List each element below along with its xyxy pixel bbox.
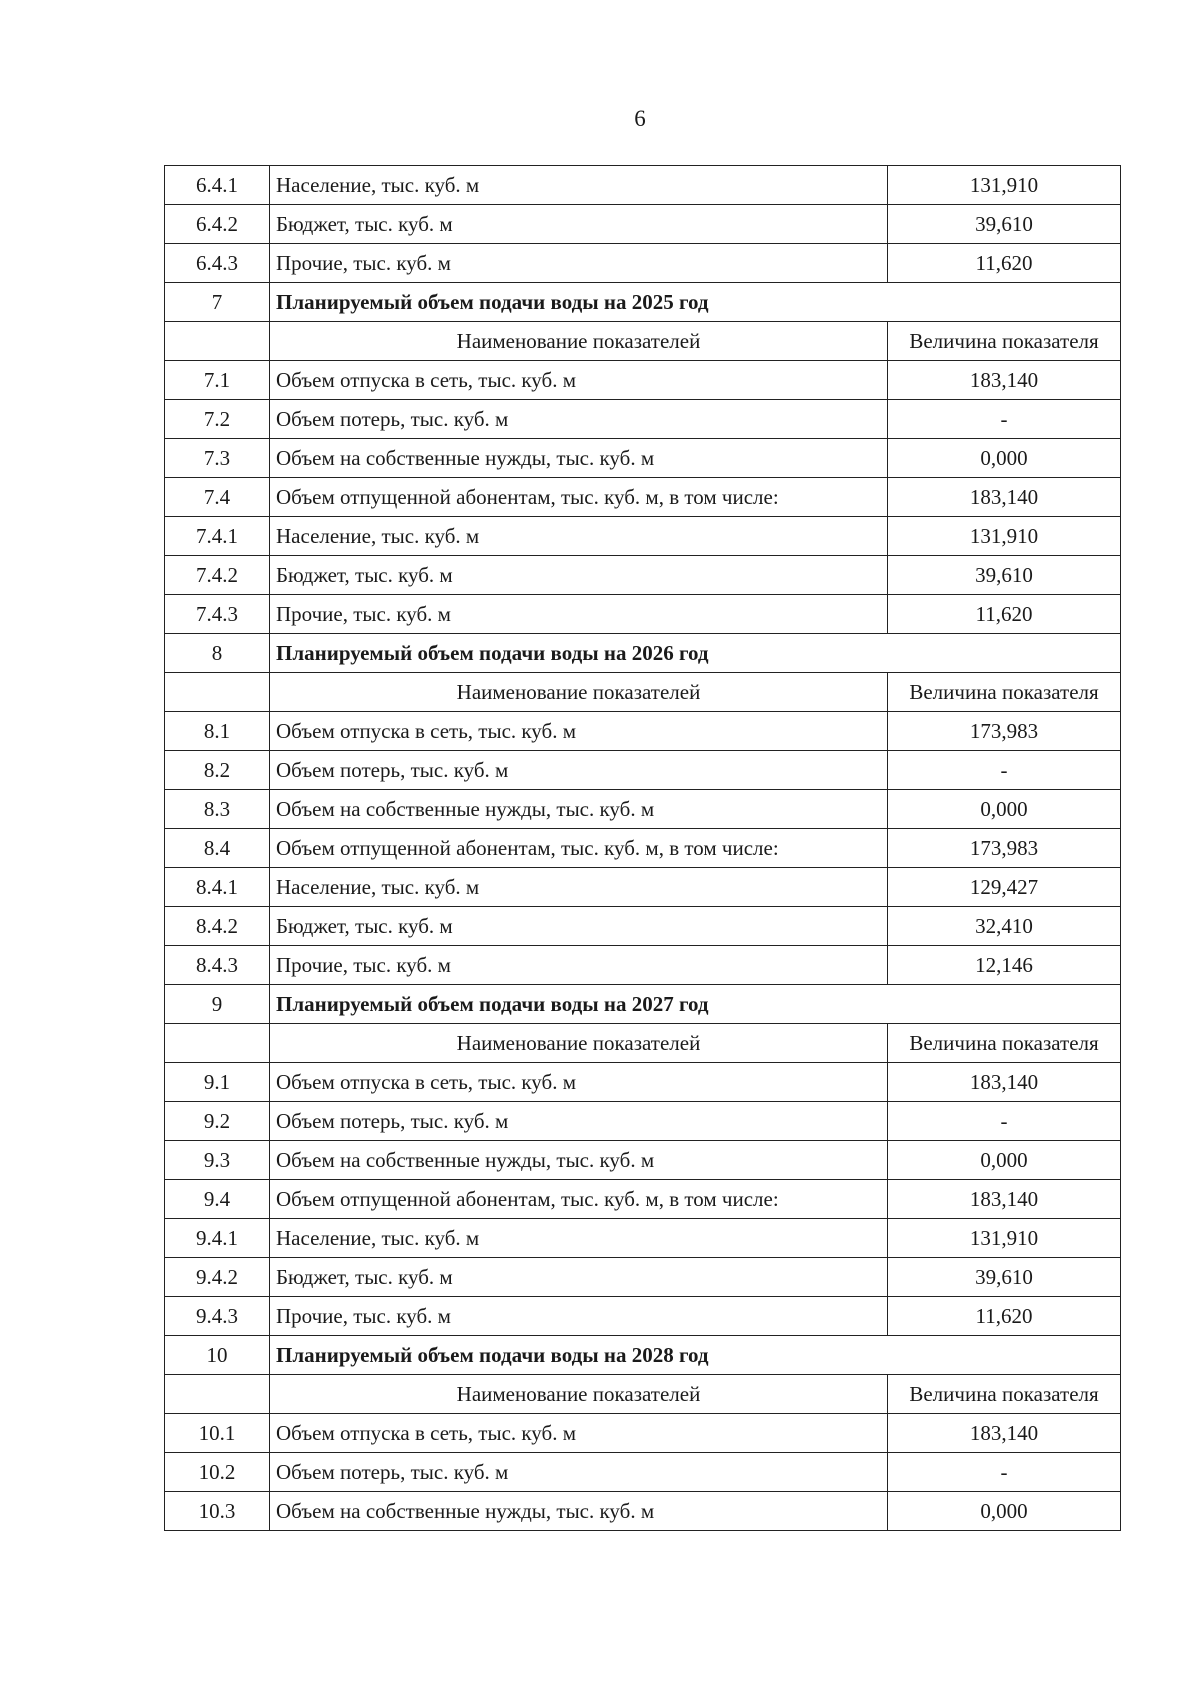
- indicator-name: Население, тыс. куб. м: [270, 166, 888, 205]
- table-row: [165, 361, 1121, 400]
- column-header-value: Величина показателя: [888, 1024, 1121, 1063]
- indicator-value: 0,000: [888, 1492, 1121, 1531]
- indicator-name: Прочие, тыс. куб. м: [270, 946, 888, 985]
- row-number: 10.2: [165, 1453, 270, 1492]
- row-number: 7.3: [165, 439, 270, 478]
- indicator-value: 11,620: [888, 1297, 1121, 1336]
- table-row: [165, 790, 1121, 829]
- row-number: 9.4.2: [165, 1258, 270, 1297]
- indicator-name: Бюджет, тыс. куб. м: [270, 556, 888, 595]
- indicator-name: Объем потерь, тыс. куб. м: [270, 751, 888, 790]
- header-empty-cell: [165, 1024, 270, 1063]
- table-row: [165, 166, 1121, 205]
- indicator-name: Объем отпущенной абонентам, тыс. куб. м, в том числе:: [270, 1180, 888, 1219]
- indicator-name: Объем отпуска в сеть, тыс. куб. м: [270, 1063, 888, 1102]
- column-header-name: Наименование показателей: [270, 673, 888, 712]
- indicator-name: Население, тыс. куб. м: [270, 1219, 888, 1258]
- row-number: 7.4: [165, 478, 270, 517]
- indicator-name: Прочие, тыс. куб. м: [270, 1297, 888, 1336]
- row-number: 7.4.3: [165, 595, 270, 634]
- indicator-name: Объем отпуска в сеть, тыс. куб. м: [270, 1414, 888, 1453]
- section-number: 8: [165, 634, 270, 673]
- row-number: 9.4: [165, 1180, 270, 1219]
- indicator-value: 39,610: [888, 1258, 1121, 1297]
- column-header-value: Величина показателя: [888, 322, 1121, 361]
- table-row: [165, 1180, 1121, 1219]
- indicator-value: 12,146: [888, 946, 1121, 985]
- row-number: 7.4.2: [165, 556, 270, 595]
- table-row: [165, 1102, 1121, 1141]
- table-body: [165, 166, 1121, 1531]
- section-title: Планируемый объем подачи воды на 2027 год: [270, 985, 1121, 1024]
- header-empty-cell: [165, 1375, 270, 1414]
- indicator-name: Население, тыс. куб. м: [270, 517, 888, 556]
- column-header-name: Наименование показателей: [270, 322, 888, 361]
- indicator-value: 0,000: [888, 439, 1121, 478]
- section-number: 7: [165, 283, 270, 322]
- indicator-value: 39,610: [888, 556, 1121, 595]
- indicator-value: 183,140: [888, 1414, 1121, 1453]
- table-row: [165, 1141, 1121, 1180]
- indicator-value: 131,910: [888, 517, 1121, 556]
- indicator-value: 11,620: [888, 595, 1121, 634]
- row-number: 8.4.2: [165, 907, 270, 946]
- table-row: [165, 400, 1121, 439]
- column-header-row: [165, 1375, 1121, 1414]
- indicator-name: Объем отпуска в сеть, тыс. куб. м: [270, 361, 888, 400]
- section-title: Планируемый объем подачи воды на 2028 год: [270, 1336, 1121, 1375]
- table-row: [165, 1258, 1121, 1297]
- indicator-value: 0,000: [888, 790, 1121, 829]
- row-number: 10.3: [165, 1492, 270, 1531]
- table-row: [165, 1453, 1121, 1492]
- row-number: 8.3: [165, 790, 270, 829]
- table-row: [165, 946, 1121, 985]
- section-row: [165, 1336, 1121, 1375]
- row-number: 6.4.3: [165, 244, 270, 283]
- row-number: 8.2: [165, 751, 270, 790]
- indicator-value: 183,140: [888, 478, 1121, 517]
- row-number: 9.4.3: [165, 1297, 270, 1336]
- section-title: Планируемый объем подачи воды на 2025 год: [270, 283, 1121, 322]
- column-header-value: Величина показателя: [888, 1375, 1121, 1414]
- indicator-value: 183,140: [888, 1063, 1121, 1102]
- section-row: [165, 985, 1121, 1024]
- row-number: 9.1: [165, 1063, 270, 1102]
- table-row: [165, 439, 1121, 478]
- table-row: [165, 595, 1121, 634]
- indicator-name: Объем на собственные нужды, тыс. куб. м: [270, 1492, 888, 1531]
- table-row: [165, 1492, 1121, 1531]
- column-header-row: [165, 673, 1121, 712]
- indicator-value: 173,983: [888, 829, 1121, 868]
- row-number: 9.4.1: [165, 1219, 270, 1258]
- section-row: [165, 634, 1121, 673]
- indicator-value: 131,910: [888, 1219, 1121, 1258]
- row-number: 6.4.1: [165, 166, 270, 205]
- indicator-name: Объем отпущенной абонентам, тыс. куб. м, в том числе:: [270, 829, 888, 868]
- section-number: 9: [165, 985, 270, 1024]
- row-number: 8.4.1: [165, 868, 270, 907]
- indicator-name: Объем на собственные нужды, тыс. куб. м: [270, 790, 888, 829]
- row-number: 9.3: [165, 1141, 270, 1180]
- table-row: [165, 517, 1121, 556]
- indicator-name: Бюджет, тыс. куб. м: [270, 205, 888, 244]
- indicator-name: Прочие, тыс. куб. м: [270, 244, 888, 283]
- indicator-name: Объем отпущенной абонентам, тыс. куб. м, в том числе:: [270, 478, 888, 517]
- table-row: [165, 478, 1121, 517]
- section-number: 10: [165, 1336, 270, 1375]
- section-row: [165, 283, 1121, 322]
- row-number: 8.1: [165, 712, 270, 751]
- indicator-value: 39,610: [888, 205, 1121, 244]
- table-row: [165, 205, 1121, 244]
- indicator-name: Объем потерь, тыс. куб. м: [270, 400, 888, 439]
- row-number: 8.4: [165, 829, 270, 868]
- indicator-name: Население, тыс. куб. м: [270, 868, 888, 907]
- indicator-name: Объем на собственные нужды, тыс. куб. м: [270, 439, 888, 478]
- row-number: 7.4.1: [165, 517, 270, 556]
- indicator-name: Прочие, тыс. куб. м: [270, 595, 888, 634]
- table-row: [165, 868, 1121, 907]
- table-row: [165, 751, 1121, 790]
- table-row: [165, 556, 1121, 595]
- indicator-value: -: [888, 1453, 1121, 1492]
- water-supply-table: [164, 165, 1121, 1531]
- indicator-value: 183,140: [888, 1180, 1121, 1219]
- row-number: 7.1: [165, 361, 270, 400]
- indicator-value: 173,983: [888, 712, 1121, 751]
- column-header-name: Наименование показателей: [270, 1024, 888, 1063]
- table-row: [165, 1414, 1121, 1453]
- header-empty-cell: [165, 322, 270, 361]
- indicator-name: Объем потерь, тыс. куб. м: [270, 1102, 888, 1141]
- table-row: [165, 1297, 1121, 1336]
- section-title: Планируемый объем подачи воды на 2026 год: [270, 634, 1121, 673]
- row-number: 9.2: [165, 1102, 270, 1141]
- indicator-name: Бюджет, тыс. куб. м: [270, 1258, 888, 1297]
- row-number: 10.1: [165, 1414, 270, 1453]
- indicator-value: -: [888, 400, 1121, 439]
- table-row: [165, 712, 1121, 751]
- table-row: [165, 1219, 1121, 1258]
- row-number: 7.2: [165, 400, 270, 439]
- indicator-value: 11,620: [888, 244, 1121, 283]
- column-header-row: [165, 1024, 1121, 1063]
- indicator-value: 183,140: [888, 361, 1121, 400]
- indicator-name: Объем отпуска в сеть, тыс. куб. м: [270, 712, 888, 751]
- table-row: [165, 1063, 1121, 1102]
- table-row: [165, 829, 1121, 868]
- page-number: 6: [634, 106, 646, 131]
- row-number: 6.4.2: [165, 205, 270, 244]
- row-number: 8.4.3: [165, 946, 270, 985]
- indicator-name: Объем на собственные нужды, тыс. куб. м: [270, 1141, 888, 1180]
- indicator-value: 0,000: [888, 1141, 1121, 1180]
- table-row: [165, 244, 1121, 283]
- indicator-value: 131,910: [888, 166, 1121, 205]
- indicator-value: 32,410: [888, 907, 1121, 946]
- column-header-row: [165, 322, 1121, 361]
- indicator-name: Объем потерь, тыс. куб. м: [270, 1453, 888, 1492]
- table-row: [165, 907, 1121, 946]
- header-empty-cell: [165, 673, 270, 712]
- indicator-value: 129,427: [888, 868, 1121, 907]
- column-header-value: Величина показателя: [888, 673, 1121, 712]
- column-header-name: Наименование показателей: [270, 1375, 888, 1414]
- indicator-value: -: [888, 1102, 1121, 1141]
- indicator-name: Бюджет, тыс. куб. м: [270, 907, 888, 946]
- indicator-value: -: [888, 751, 1121, 790]
